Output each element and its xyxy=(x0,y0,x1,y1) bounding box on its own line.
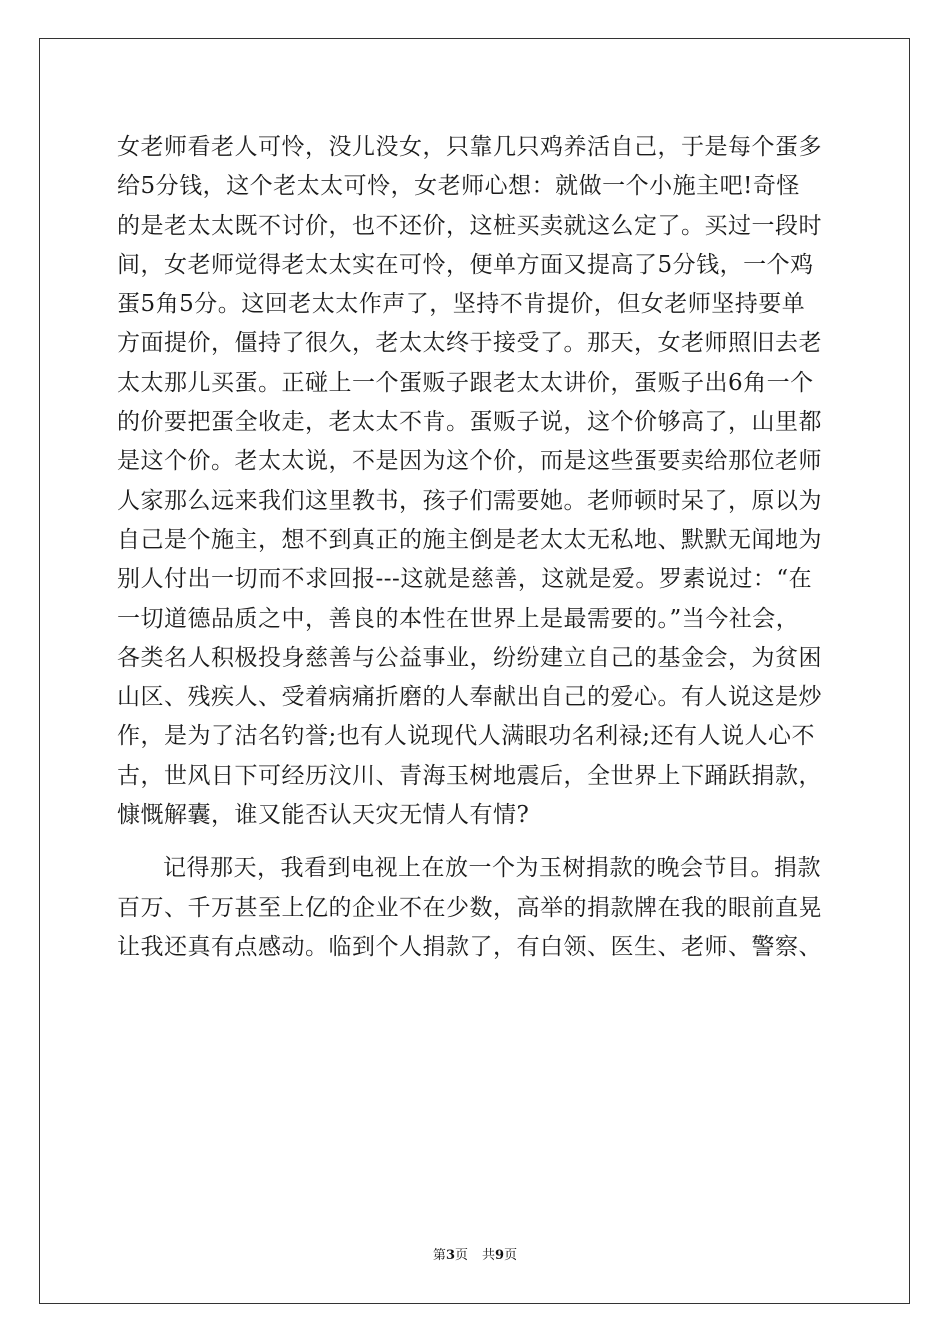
text-line: 慷慨解囊，谁又能否认天灾无情人有情? xyxy=(117,802,530,829)
text-line: 百万、千万甚至上亿的企业不在少数，高举的捐款牌在我的眼前直晃 xyxy=(117,894,822,921)
text-line: 间，女老师觉得老太太实在可怜，便单方面又提高了5分钱，一个鸡 xyxy=(117,251,814,278)
text-line: 一切道德品质之中，善良的本性在世界上是最需要的。”当今社会， xyxy=(117,605,800,632)
text-line: 方面提价，僵持了很久，老太太终于接受了。那天，女老师照旧去老 xyxy=(117,330,822,357)
text-line: 的价要把蛋全收走，老太太不肯。蛋贩子说，这个价够高了，山里都 xyxy=(117,409,822,436)
text-line: 古，世风日下可经历汶川、青海玉树地震后，全世界上下踊跃捐款， xyxy=(117,762,822,789)
text-line: 女老师看老人可怜，没儿没女，只靠几只鸡养活自己，于是每个蛋多 xyxy=(117,134,822,160)
text-line: 记得那天，我看到电视上在放一个为玉树捐款的晚会节目。捐款 xyxy=(163,855,821,882)
page-footer xyxy=(0,1248,950,1264)
text-line: 别人付出一切而不求回报---这就是慈善，这就是爱。罗素说过：“在 xyxy=(117,566,813,593)
page-prefix: 第 xyxy=(432,1248,446,1263)
total-suffix: 页 xyxy=(504,1248,518,1263)
text-line: 蛋5角5分。这回老太太作声了，坚持不肯提价，但女老师坚持要单 xyxy=(117,291,806,318)
text-line: 给5分钱，这个老太太可怜，女老师心想：就做一个小施主吧!奇怪 xyxy=(117,173,800,200)
page-suffix: 页 xyxy=(454,1248,468,1263)
text-line: 人家那么远来我们这里教书，孩子们需要她。老师顿时呆了，原以为 xyxy=(117,487,822,514)
text-line: 山区、残疾人、受着病痛折磨的人奉献出自己的爱心。有人说这是炒 xyxy=(117,684,822,711)
paragraph-gap xyxy=(117,835,837,849)
total-prefix: 共 xyxy=(482,1248,496,1263)
total-pages: 9 xyxy=(495,1248,505,1263)
text-line: 让我还真有点感动。临到个人捐款了，有白领、医生、老师、警察、 xyxy=(117,933,822,960)
text-line: 太太那儿买蛋。正碰上一个蛋贩子跟老太太讲价，蛋贩子出6角一个 xyxy=(117,369,814,396)
body-text xyxy=(117,128,837,967)
page-number: 3 xyxy=(445,1248,455,1263)
text-line: 作，是为了沽名钓誉;也有人说现代人满眼功名利禄;还有人说人心不 xyxy=(117,723,815,750)
text-line: 各类名人积极投身慈善与公益事业，纷纷建立自己的基金会，为贫困 xyxy=(117,644,822,671)
text-line: 是这个价。老太太说，不是因为这个价，而是这些蛋要卖给那位老师 xyxy=(117,448,822,475)
text-line: 自己是个施主，想不到真正的施主倒是老太太无私地、默默无闻地为 xyxy=(117,526,822,553)
text-line: 的是老太太既不讨价，也不还价，这桩买卖就这么定了。买过一段时 xyxy=(117,212,822,239)
